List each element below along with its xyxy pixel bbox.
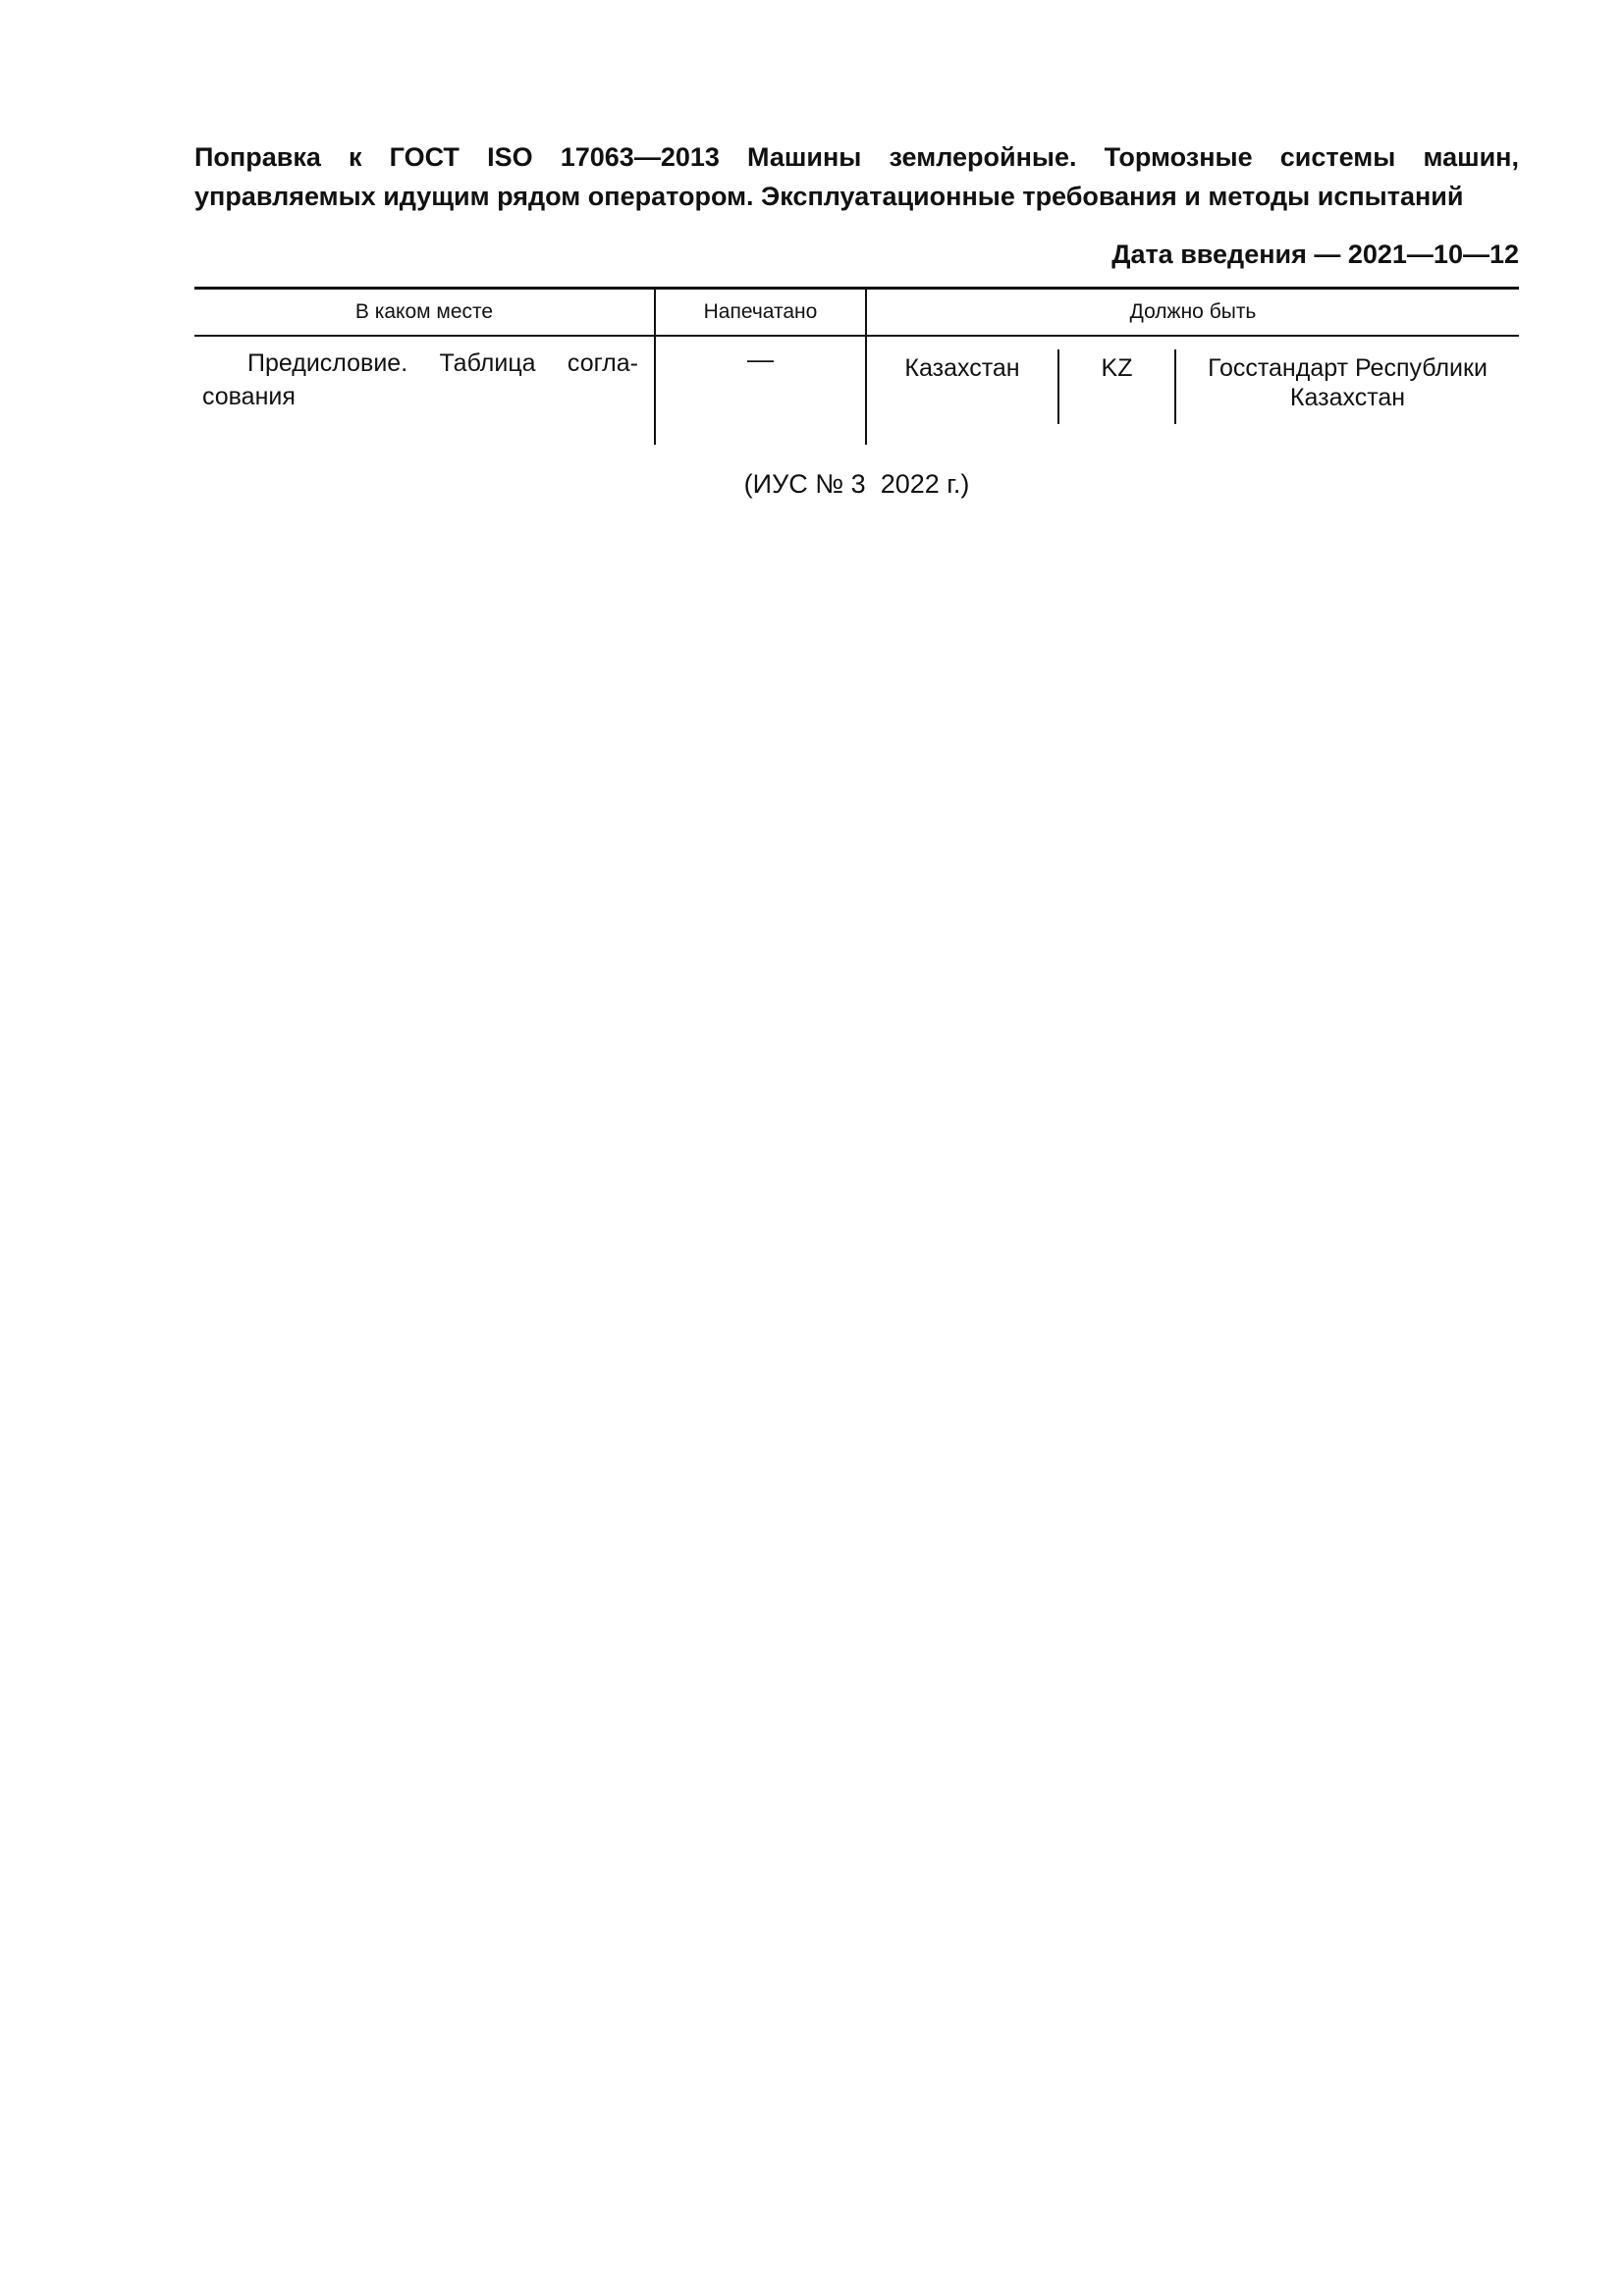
cell-where-text: Предисловие. Таблица согла-сования — [202, 349, 638, 410]
source-text: (ИУС № 3 2022 г.) — [743, 469, 970, 499]
cell-printed: — — [655, 336, 866, 445]
country-name: Казахстан — [867, 349, 1059, 424]
country-code: KZ — [1059, 349, 1176, 424]
title-line-2: управляемых идущим рядом оператором. Эксплуатационные требования и методы испытаний — [194, 182, 1464, 211]
amendment-title — [194, 137, 1519, 216]
document-page — [194, 137, 1519, 499]
cell-should-be — [866, 336, 1519, 445]
standards-body: Госстандарт Республики Казахстан — [1208, 354, 1488, 411]
publication-source — [194, 467, 1519, 501]
header-printed: Напечатано — [655, 289, 866, 337]
header-where: В каком месте — [194, 289, 655, 337]
amendment-table — [194, 287, 1519, 445]
cell-where — [194, 336, 655, 445]
header-should-be: Должно быть — [866, 289, 1519, 337]
table-row — [194, 336, 1519, 445]
introduction-date: Дата введения — 2021—10—12 — [1111, 240, 1519, 269]
title-line-1: Поправка к ГОСТ ISO 17063—2013 Машины землеройные. Тормозные системы машин, — [194, 142, 1519, 172]
should-be-grid — [867, 349, 1519, 424]
table-header-row — [194, 289, 1519, 337]
